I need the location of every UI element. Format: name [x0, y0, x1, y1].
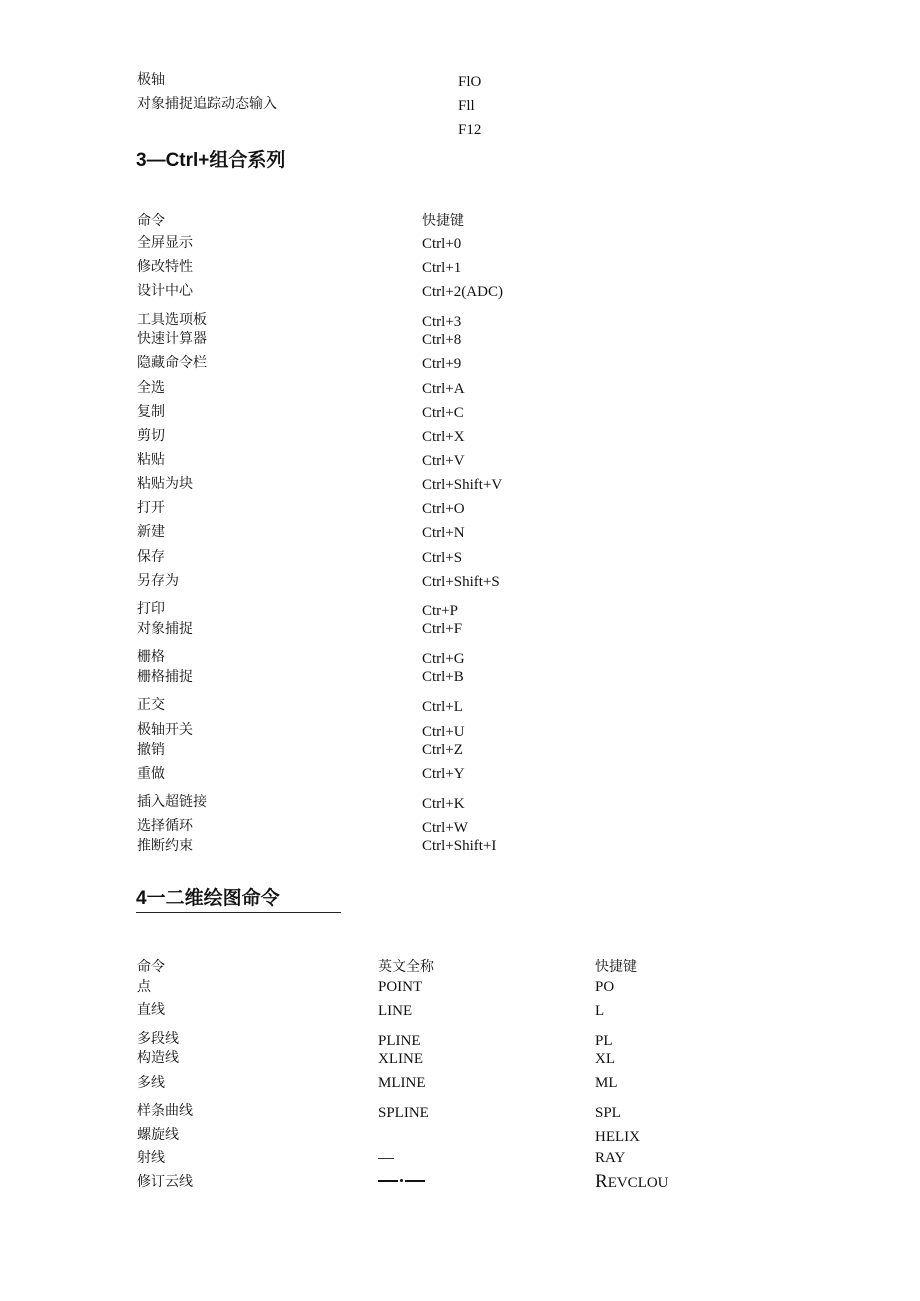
command-cell: 粘贴为块 — [137, 476, 193, 492]
command-cell: 新建 — [137, 524, 165, 540]
top-row-key: F12 — [458, 122, 482, 138]
command-cell: 对象捕捉 — [137, 621, 193, 637]
command-cell: 多段线 — [137, 1031, 179, 1047]
shortcut-cell: Ctrl+F — [422, 621, 463, 637]
command-cell: 插入超链接 — [137, 794, 207, 810]
shortcut-rest: EVCLOU — [607, 1175, 669, 1191]
shortcut-cell — [595, 1173, 669, 1192]
english-cell: MLINE — [378, 1075, 426, 1091]
english-cell: POINT — [378, 979, 423, 995]
command-cell: 粘贴 — [137, 452, 165, 468]
section4-header-english: 英文全称 — [378, 959, 434, 975]
shortcut-cell: Ctrl+O — [422, 501, 465, 517]
section3-header-shortcut: 快捷键 — [422, 213, 464, 229]
english-cell: SPLINE — [378, 1105, 429, 1121]
shortcut-cell: Ctrl+8 — [422, 332, 462, 348]
shortcut-cell: PL — [595, 1033, 613, 1049]
section4-header-shortcut: 快捷键 — [595, 959, 637, 975]
top-row-key: FlO — [458, 74, 482, 90]
shortcut-cell: Ctrl+0 — [422, 236, 462, 252]
command-cell: 样条曲线 — [137, 1103, 193, 1119]
shortcut-cell: L — [595, 1003, 605, 1019]
command-cell: 打印 — [137, 601, 165, 617]
shortcut-cell: Ctrl+W — [422, 820, 468, 836]
shortcut-cell: Ctrl+S — [422, 550, 463, 566]
shortcut-cell: Ctrl+3 — [422, 314, 462, 330]
shortcut-initial: R — [595, 1171, 608, 1192]
shortcut-cell: Ctrl+Shift+S — [422, 574, 500, 590]
command-cell: 点 — [137, 979, 151, 995]
command-cell: 全屏显示 — [137, 235, 193, 251]
top-row-label: 对象捕捉追踪动态输入 — [137, 96, 277, 112]
shortcut-cell: Ctrl+Y — [422, 766, 465, 782]
dash-mark — [378, 1158, 394, 1159]
command-cell: 隐藏命令栏 — [137, 355, 207, 371]
shortcut-cell: Ctr+P — [422, 603, 458, 619]
shortcut-cell: Ctrl+B — [422, 669, 464, 685]
shortcut-cell: Ctrl+1 — [422, 260, 462, 276]
command-cell: 直线 — [137, 1002, 165, 1018]
command-cell: 极轴开关 — [137, 722, 193, 738]
command-cell: 保存 — [137, 549, 165, 565]
english-cell: LINE — [378, 1003, 413, 1019]
shortcut-cell: Ctrl+G — [422, 651, 465, 667]
command-cell: 螺旋线 — [137, 1127, 179, 1143]
command-cell: 撤销 — [137, 742, 165, 758]
top-row-label: 极轴 — [137, 72, 165, 88]
section4-heading: 4一二维绘图命令 — [136, 888, 280, 909]
top-row-key: Fll — [458, 98, 475, 114]
command-cell: 工具选项板 — [137, 312, 207, 328]
shortcut-cell: Ctrl+Shift+V — [422, 477, 503, 493]
shortcut-cell: Ctrl+A — [422, 381, 465, 397]
shortcut-cell: PO — [595, 979, 615, 995]
shortcut-cell: Ctrl+N — [422, 525, 465, 541]
shortcut-cell: HELIX — [595, 1129, 640, 1145]
command-cell: 打开 — [137, 500, 165, 516]
command-cell: 推断约束 — [137, 838, 193, 854]
command-cell: 构造线 — [137, 1050, 179, 1066]
command-cell: 快速计算器 — [137, 331, 207, 347]
command-cell: 设计中心 — [137, 283, 193, 299]
command-cell: 修订云线 — [137, 1174, 193, 1190]
section4-header-command: 命令 — [137, 959, 165, 975]
command-cell: 另存为 — [137, 573, 179, 589]
shortcut-cell: Ctrl+2(ADC) — [422, 284, 503, 300]
command-cell: 剪切 — [137, 428, 165, 444]
shortcut-cell: Ctrl+U — [422, 724, 465, 740]
command-cell: 栅格捕捉 — [137, 669, 193, 685]
shortcut-cell: Ctrl+Z — [422, 742, 463, 758]
command-cell: 正交 — [137, 697, 165, 713]
command-cell: 复制 — [137, 404, 165, 420]
shortcut-cell: ML — [595, 1075, 618, 1091]
shortcut-cell: XL — [595, 1051, 615, 1067]
english-cell: XLINE — [378, 1051, 423, 1067]
command-cell: 射线 — [137, 1150, 165, 1166]
command-cell: 栅格 — [137, 649, 165, 665]
shortcut-cell: Ctrl+X — [422, 429, 465, 445]
shortcut-cell: Ctrl+Shift+I — [422, 838, 497, 854]
dash-mark — [378, 1180, 398, 1182]
section4-heading-underline — [136, 912, 341, 913]
section3-heading: 3—Ctrl+组合系列 — [136, 150, 286, 171]
command-cell: 选择循环 — [137, 818, 193, 834]
command-cell: 修改特性 — [137, 259, 193, 275]
shortcut-cell: Ctrl+C — [422, 405, 464, 421]
english-cell: PLINE — [378, 1033, 421, 1049]
command-cell: 重做 — [137, 766, 165, 782]
command-cell: 多线 — [137, 1075, 165, 1091]
dash-mark — [405, 1180, 425, 1182]
shortcut-cell: Ctrl+L — [422, 699, 463, 715]
shortcut-cell: Ctrl+K — [422, 796, 465, 812]
command-cell: 全选 — [137, 380, 165, 396]
shortcut-cell: Ctrl+9 — [422, 356, 462, 372]
shortcut-cell: RAY — [595, 1150, 626, 1166]
section3-header-command: 命令 — [137, 213, 165, 229]
shortcut-cell: SPL — [595, 1105, 621, 1121]
shortcut-cell: Ctrl+V — [422, 453, 465, 469]
dot-mark — [400, 1179, 403, 1182]
